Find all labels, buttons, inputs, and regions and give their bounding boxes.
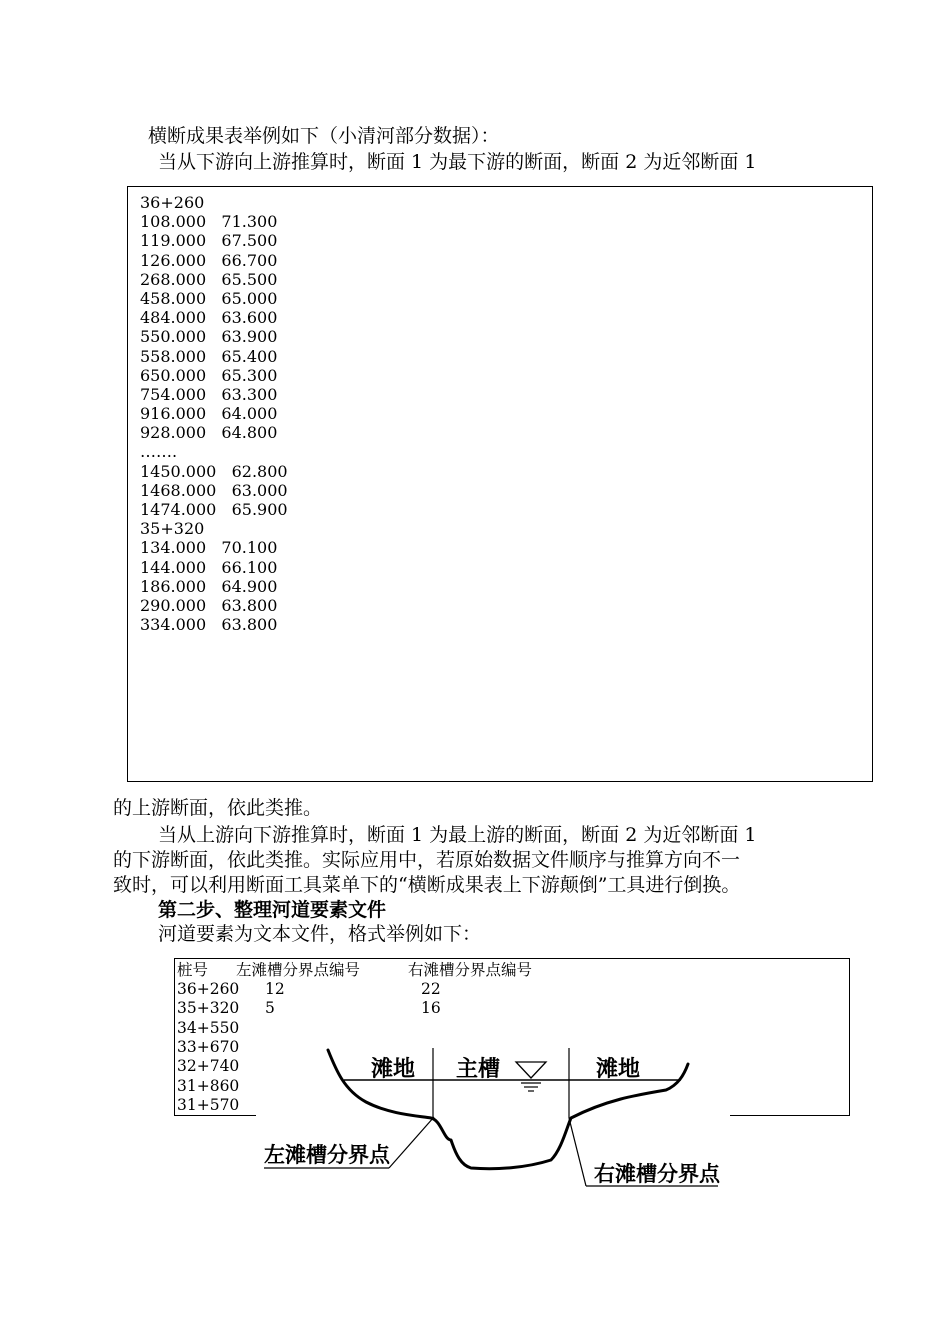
data-row: 186.000 64.900 <box>140 576 278 596</box>
header-right-boundary: 右滩槽分界点编号 <box>408 961 533 979</box>
right-leader-line <box>569 1118 586 1186</box>
data-row: 928.000 64.800 <box>140 423 278 443</box>
data-row: 484.000 63.600 <box>140 308 278 328</box>
data-row: 1474.000 65.900 <box>140 500 288 519</box>
step2-heading: 第二步、整理河道要素文件 <box>158 899 387 921</box>
header-left-boundary: 左滩槽分界点编号 <box>236 961 361 979</box>
station-cell: 32+740 <box>177 1057 240 1076</box>
cross-section-sample-box <box>127 186 873 782</box>
paragraph-line-4: 致时，可以利用断面工具菜单下的“横断成果表上下游颠倒”工具进行倒换。 <box>113 874 741 896</box>
data-row: 144.000 66.100 <box>140 557 278 577</box>
data-row: 458.000 65.000 <box>140 288 278 308</box>
data-row: 558.000 65.400 <box>140 346 278 366</box>
station-cell: 36+260 <box>177 980 240 998</box>
data-row: 550.000 63.900 <box>140 327 278 347</box>
floodplain-left-label: 滩地 <box>371 1057 416 1082</box>
header-station: 桩号 <box>177 961 209 979</box>
paragraph-line-1: 的上游断面，依此类推。 <box>113 797 323 819</box>
left-boundary-cell: 12 <box>265 980 285 998</box>
data-row: 334.000 63.800 <box>140 615 278 635</box>
main-channel-label: 主槽 <box>456 1057 501 1082</box>
data-row: 119.000 67.500 <box>140 231 278 251</box>
paragraph-line-3: 的下游断面，依此类推。实际应用中，若原始数据文件顺序与推算方向不一 <box>113 849 741 871</box>
data-row: 35+320 <box>140 519 205 539</box>
station-cell: 31+860 <box>177 1076 240 1095</box>
intro-line-1: 横断成果表举例如下（小清河部分数据）： <box>148 125 500 147</box>
cross-section-data-list <box>140 193 288 634</box>
step2-description: 河道要素为文本文件，格式举例如下： <box>158 923 482 945</box>
station-cell: 34+550 <box>177 1018 240 1037</box>
intro-line-2: 当从下游向上游推算时，断面 1 为最下游的断面，断面 2 为近邻断面 1 <box>158 151 757 173</box>
station-cell: 33+670 <box>177 1037 240 1056</box>
left-leader-line <box>389 1117 434 1168</box>
data-row: 650.000 65.300 <box>140 365 278 385</box>
data-row: 268.000 65.500 <box>140 269 278 289</box>
left-boundary-label: 左滩槽分界点 <box>264 1143 390 1167</box>
right-boundary-cell: 22 <box>421 980 441 998</box>
data-row: 754.000 63.300 <box>140 384 278 404</box>
floodplain-right-label: 滩地 <box>596 1057 641 1082</box>
data-row: 1450.000 62.800 <box>140 461 288 481</box>
water-surface-symbol <box>516 1062 546 1091</box>
data-row: 1468.000 63.000 <box>140 480 288 500</box>
right-boundary-label: 右滩槽分界点 <box>594 1162 720 1186</box>
right-boundary-cell: 16 <box>421 999 441 1018</box>
left-boundary-cell: 5 <box>265 999 275 1018</box>
data-row: 290.000 63.800 <box>140 595 278 615</box>
station-cell: 31+570 <box>177 1095 240 1114</box>
data-row: 108.000 71.300 <box>140 212 278 232</box>
data-row: 36+260 <box>140 193 205 212</box>
data-row: 126.000 66.700 <box>140 250 278 270</box>
data-row: 916.000 64.000 <box>140 404 278 424</box>
data-row: ……. <box>140 442 178 462</box>
station-cell: 35+320 <box>177 999 240 1018</box>
cross-section-diagram <box>256 1030 730 1190</box>
paragraph-line-2: 当从上游向下游推算时，断面 1 为最上游的断面，断面 2 为近邻断面 1 <box>158 824 757 846</box>
data-row: 134.000 70.100 <box>140 538 278 558</box>
